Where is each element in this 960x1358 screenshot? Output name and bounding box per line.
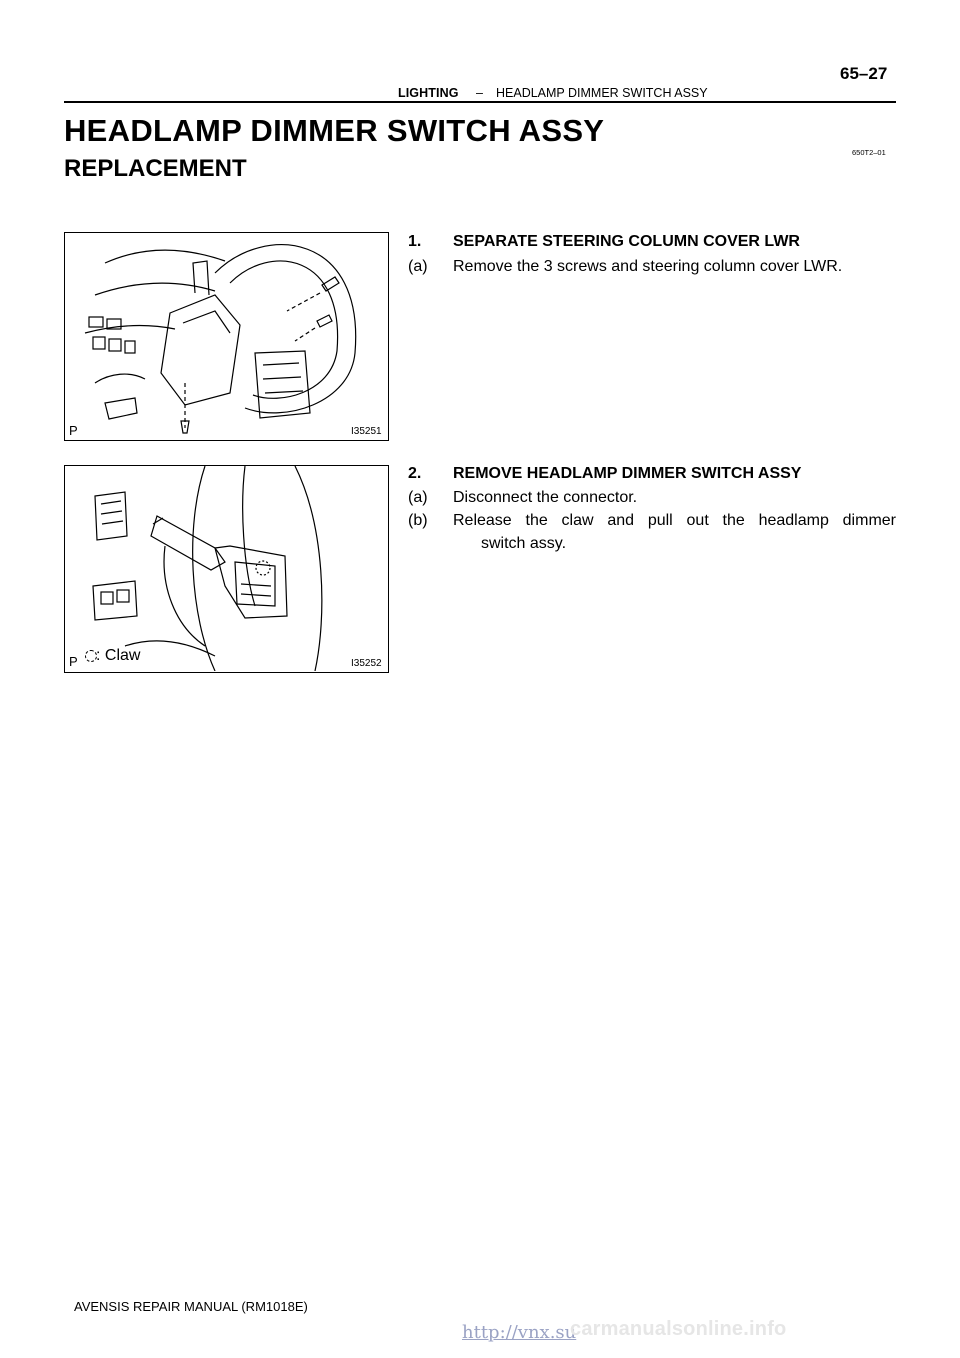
substep-text: Disconnect the connector. <box>453 489 638 506</box>
substep-text: Remove the 3 screws and steering column cover LWR. <box>453 258 843 275</box>
step-number: 2. <box>408 465 422 482</box>
figure-steering-column-cover <box>64 232 389 441</box>
page-title: HEADLAMP DIMMER SWITCH ASSY <box>64 113 605 148</box>
step-heading: REMOVE HEADLAMP DIMMER SWITCH ASSY <box>453 465 802 482</box>
substep-marker: (a) <box>408 489 428 506</box>
claw-legend-label: : Claw <box>96 647 141 664</box>
step-number: 1. <box>408 233 422 250</box>
page-number: 65–27 <box>840 64 888 83</box>
figure-dimmer-switch <box>64 465 389 673</box>
substep-marker: (a) <box>408 258 428 275</box>
header-subsection: HEADLAMP DIMMER SWITCH ASSY <box>496 86 708 100</box>
substep-marker: (b) <box>408 512 428 529</box>
watermark: carmanualsonline.info <box>570 1318 787 1340</box>
figure-corner-mark: P <box>69 423 78 438</box>
step-heading: SEPARATE STEERING COLUMN COVER LWR <box>453 233 800 250</box>
steering-column-illustration <box>65 233 387 439</box>
page-subtitle: REPLACEMENT <box>64 155 247 182</box>
header-dash: – <box>476 86 483 100</box>
substep-text: Release the claw and pull out the headlamp dimmer <box>453 512 896 529</box>
footer-manual-reference: AVENSIS REPAIR MANUAL (RM1018E) <box>74 1299 308 1314</box>
figure-corner-mark: P <box>69 654 78 669</box>
header-rule <box>64 101 896 103</box>
header-section: LIGHTING <box>398 86 459 100</box>
dimmer-switch-illustration <box>65 466 387 671</box>
document-id: 650T2–01 <box>852 148 886 157</box>
watermark-link[interactable]: http://vnx.su <box>462 1322 577 1343</box>
figure-id: I35251 <box>351 426 382 437</box>
figure-id: I35252 <box>351 658 382 669</box>
substep-text-continued: switch assy. <box>481 535 567 552</box>
